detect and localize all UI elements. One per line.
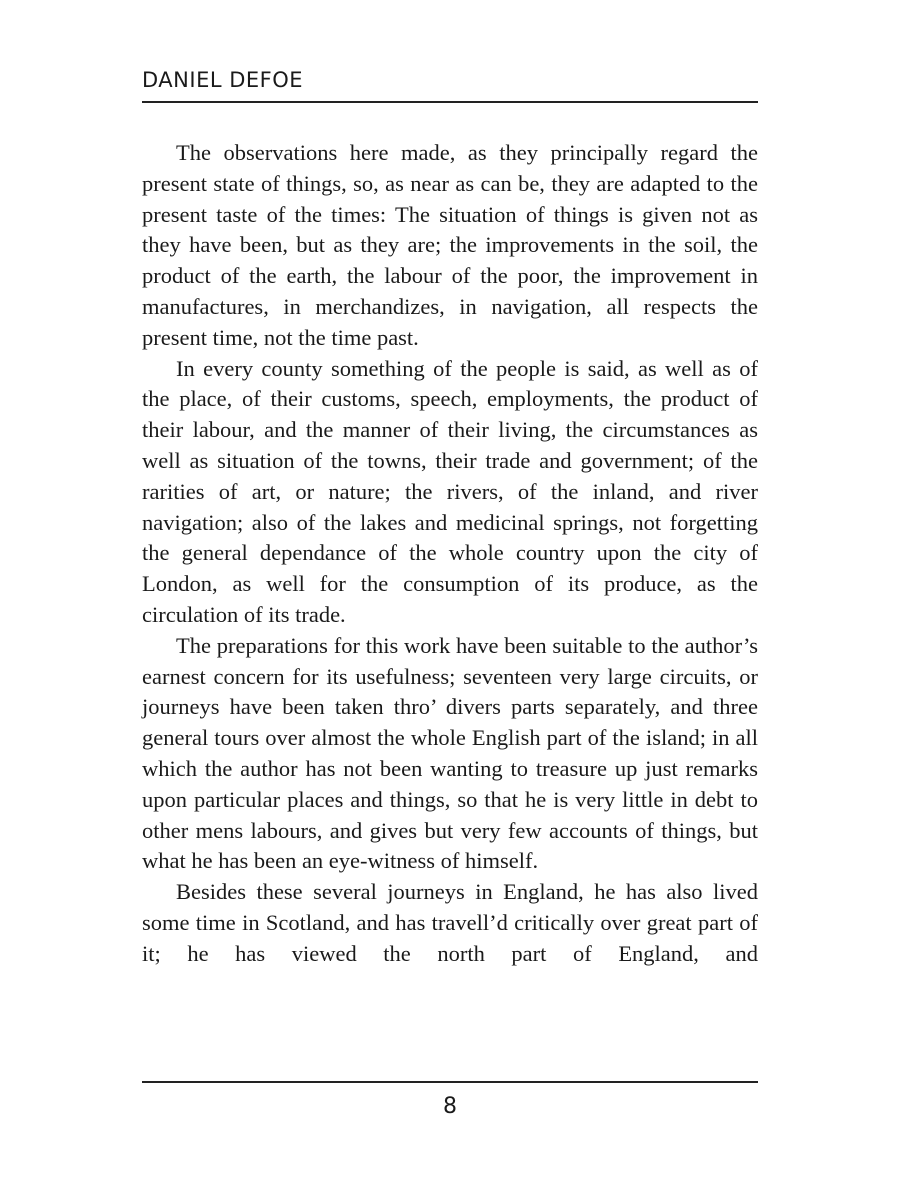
paragraph: Besides these several journeys in England, he has also lived some time in Scotland, and has travell’d critically over great part of it; he has viewed the north part of England, and bbox=[142, 879, 758, 966]
running-head: DANIEL DEFOE bbox=[142, 68, 304, 92]
body-text bbox=[142, 138, 758, 970]
paragraph: The preparations for this work have been suitable to the author’s earnest concern for its usefulness; seventeen very large circuits, or journeys have been taken thro’ divers parts separately, and three general tours over almost the whole English part of the island; in all which the author has not been wanting to treasure up just remarks upon particular places and things, so that he is very little in debt to other mens labours, and gives but very few accounts of things, but what he has been an eye-witness of himself. bbox=[142, 632, 758, 874]
footer-rule bbox=[142, 1081, 758, 1083]
header-rule bbox=[142, 101, 758, 103]
page-number: 8 bbox=[443, 1094, 457, 1119]
paragraph: In every county something of the people is said, as well as of the place, of their customs, speech, employments, the product of their labour, and the manner of their living, the circumstances as well as situation of the towns, their trade and government; of the rarities of art, or nature; the rivers, of the inland, and river navigation; also of the lakes and medicinal springs, not forgetting the general dependance of the whole country upon the city of London, as well for the consumption of its produce, as the circulation of its trade. bbox=[142, 355, 758, 627]
paragraph: The observations here made, as they principally regard the present state of things, so, as near as can be, they are adapted to the present taste of the times: The situation of things is given not as they have been, but as they are; the improvements in the soil, the product of the earth, the labour of the poor, the improvement in manufactures, in merchandizes, in navigation, all respects the present time, not the time past. bbox=[142, 140, 758, 350]
